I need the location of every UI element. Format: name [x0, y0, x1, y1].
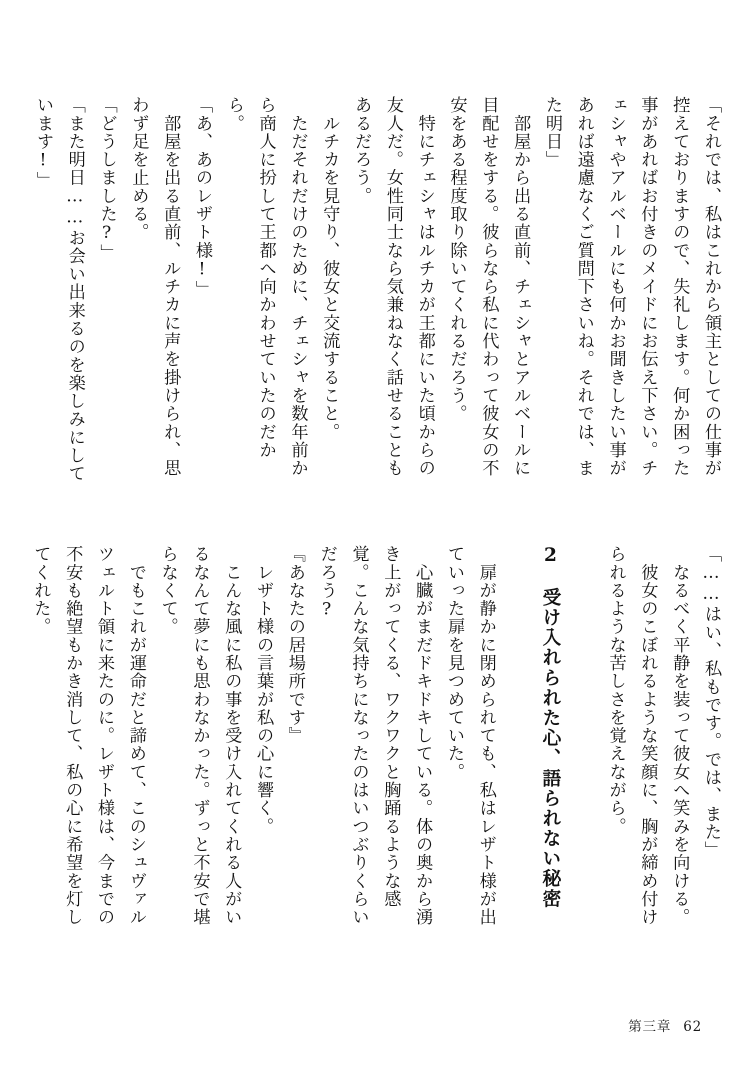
paragraph: ルチカを見守り、彼女と交流すること。	[319, 96, 340, 441]
section-heading	[533, 545, 567, 943]
paragraph: 「あ、あのレザト様!」	[192, 96, 212, 299]
paragraph: 「どうしました?」	[96, 96, 117, 263]
paragraph: 特にチェシャはルチカが王都にいた頃からの友人だ。女性同士なら気兼ねなく話せることもあるだろう。	[351, 96, 435, 478]
paragraph: でもこれが運命だと諦めて、このシュヴァルツェルト領に来たのに。レザト様は、今までの不安も絶望もかき消して、私の心に希望を灯してくれた。	[30, 545, 146, 927]
paragraph: 扉が静かに閉められても、私はレザト様が出ていった扉を見つめていた。	[443, 545, 496, 927]
paragraph: こんな風に私の事を受け入れてくれる人がいるなんて夢にも思わなかった。ずっと不安で堪らなくて。	[157, 545, 242, 927]
paragraph: 部屋から出る直前、チェシャとアルベールに目配せをする。彼らなら私に代わって彼女の不安をある程度取り除いてくれるだろう。	[446, 96, 531, 478]
paragraph: 「それでは、私はこれから領主としての仕事が控えておりますので、失礼します。何か困った事があればお付きのメイドにお伝え下さい。チェシャやアルベールにも何かお聞きしたい事があれば遠慮なくご質問下さいね。それでは、また明日」	[541, 96, 721, 478]
section-heading-title: 受け入れられた心、語られない秘密	[539, 587, 561, 910]
paragraph: 彼女のこぼれるような笑顔に、胸が締め付けられるような苦しさを覚えながら。	[605, 545, 658, 927]
paragraph: 部屋を出る直前、ルチカに声を掛けられ、思わず足を止める。	[128, 96, 181, 478]
paragraph: 『あなたの居場所です』	[284, 545, 305, 745]
chapter-label: 第三章	[628, 1019, 672, 1035]
heading-gap-after	[501, 545, 533, 943]
paragraph: ただそれだけのために、チェシャを数年前から商人に扮して王都へ向かわせていたのだから。	[223, 96, 308, 478]
heading-gap	[567, 545, 599, 943]
page-footer	[0, 1015, 756, 1035]
paragraph: 「……はい、私もです。では、また」	[701, 545, 721, 860]
upper-text-block	[32, 96, 726, 494]
lower-text-block	[30, 545, 726, 943]
section-heading-separator	[540, 568, 561, 588]
paragraph: なるべく平静を装って彼女へ笑みを向ける。	[669, 545, 690, 927]
paragraph: レザト様の言葉が私の心に響く。	[253, 545, 274, 836]
paragraph: 心臓がまだドキドキしている。体の奥から湧き上がってくる、ワクワクと胸踊るような感覚。こんな気持ちになったのはいつぶりくらいだろう?	[316, 545, 433, 927]
paragraph: 「また明日……お会い出来るのを楽しみにしています!」	[32, 96, 85, 483]
section-heading-number: 2	[539, 545, 561, 568]
page-number: 62	[683, 1019, 702, 1035]
